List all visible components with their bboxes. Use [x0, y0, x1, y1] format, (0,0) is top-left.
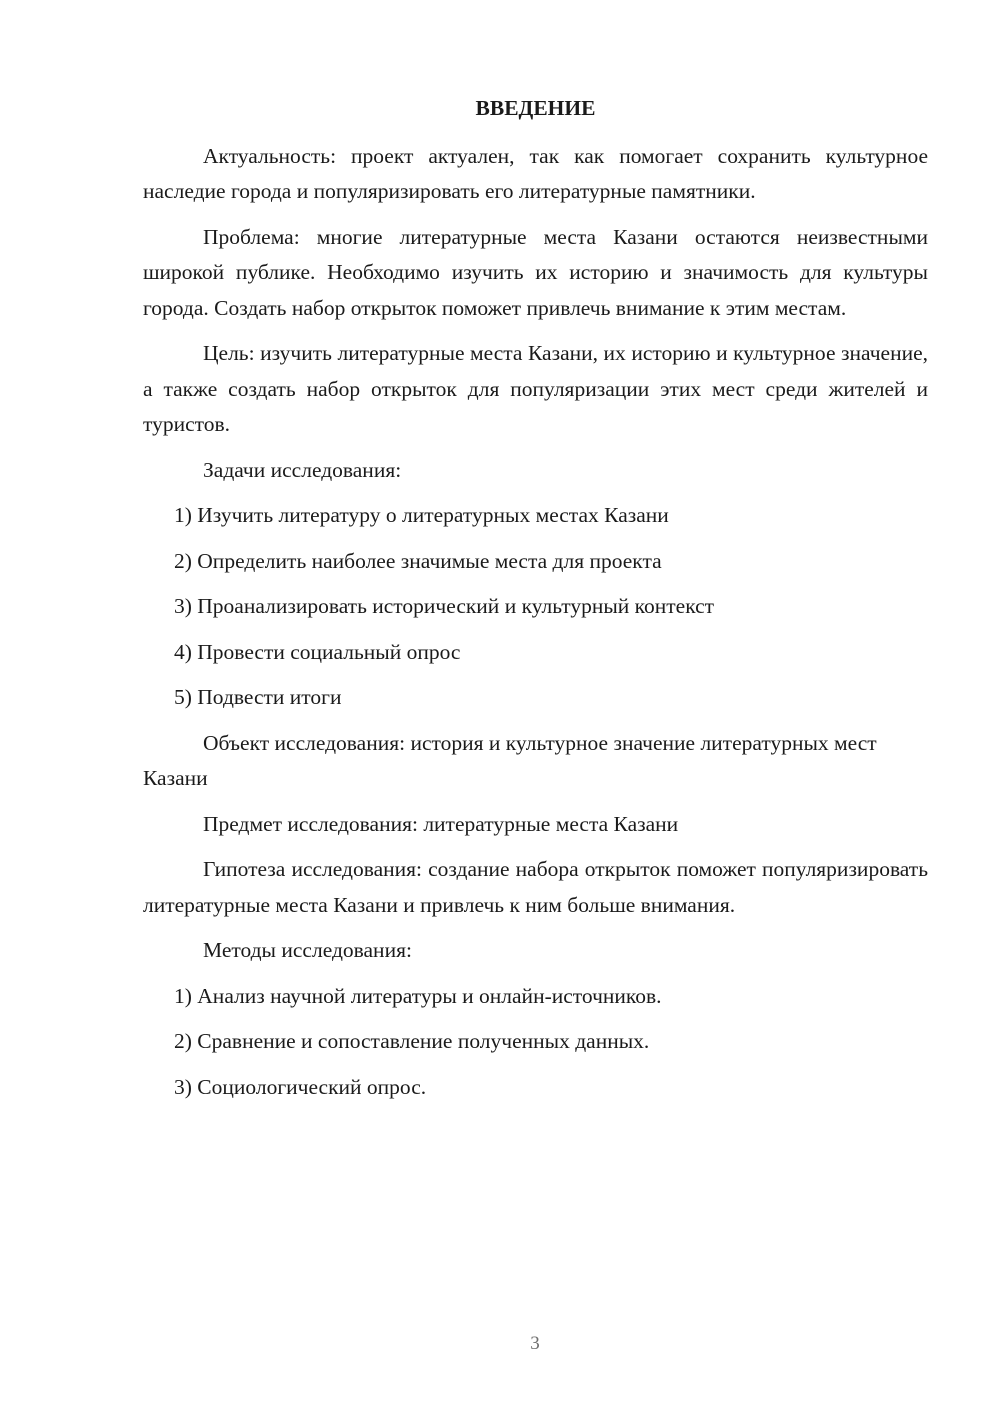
methods-heading: Методы исследования: — [203, 938, 412, 962]
section-title: ВВЕДЕНИЕ — [475, 96, 596, 120]
relevance-paragraph: Актуальность: проект актуален, так как помогает сохранить культурное наследие города и популяризировать его литературные памятники. — [143, 143, 928, 203]
list-item: 5) Подвести итоги — [174, 685, 342, 709]
object-paragraph: Объект исследования: история и культурное значение литературных мест Казани — [143, 730, 877, 790]
list-item: 1) Анализ научной литературы и онлайн-источников. — [174, 983, 662, 1008]
methods-list — [143, 979, 928, 1106]
goal-paragraph: Цель: изучить литературные места Казани, их историю и культурное значение, а также создать набор открыток для популяризации этих мест среди жителей и туристов. — [143, 341, 928, 436]
problem-paragraph: Проблема: многие литературные места Казани остаются неизвестными широкой публике. Необходимо изучить их историю и значимость для культуры города. Создать набор открыток поможет привлечь внимание к этим местам. — [143, 224, 928, 320]
list-item: 2) Определить наиболее значимые места для проекта — [174, 548, 662, 573]
list-item: 4) Провести социальный опрос — [174, 639, 461, 664]
tasks-heading: Задачи исследования: — [203, 457, 402, 482]
subject-paragraph: Предмет исследования: литературные места Казани — [203, 811, 679, 836]
list-item: 2) Сравнение и сопоставление полученных данных. — [174, 1029, 650, 1053]
page-content — [143, 91, 928, 1115]
list-item: 1) Изучить литературу о литературных местах Казани — [174, 503, 669, 527]
tasks-list — [143, 498, 928, 716]
hypothesis-paragraph: Гипотеза исследования: создание набора открыток поможет популяризировать литературные места Казани и привлечь к ним больше внимания. — [143, 857, 928, 917]
list-item: 3) Проанализировать исторический и культурный контекст — [174, 594, 715, 618]
page-number: 3 — [530, 1333, 540, 1354]
list-item: 3) Социологический опрос. — [174, 1074, 427, 1099]
